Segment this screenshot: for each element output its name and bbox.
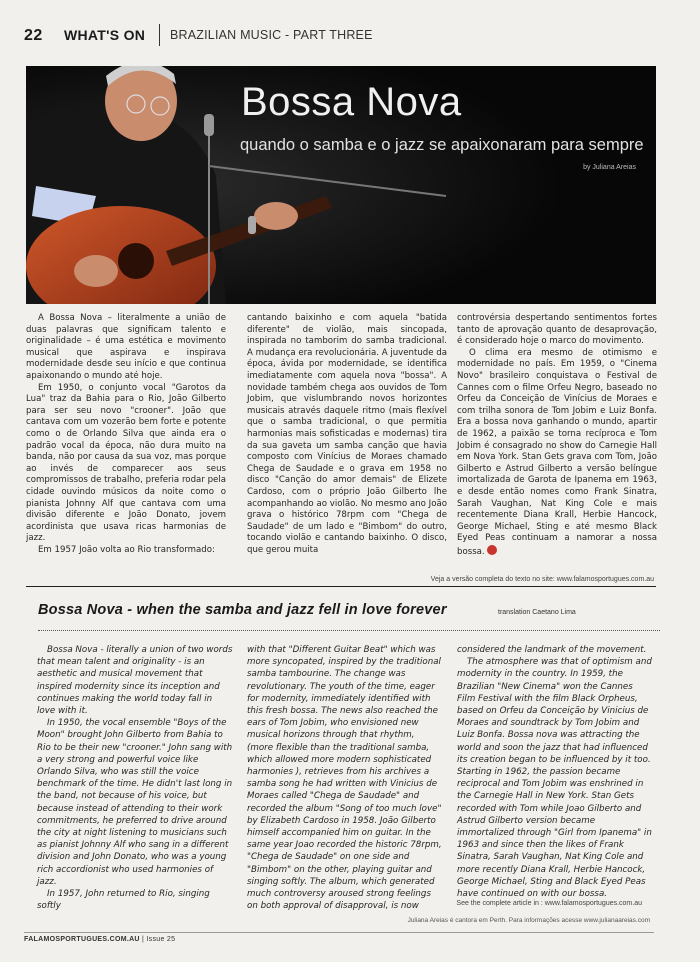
paragraph: Bossa Nova - literally a union of two words that mean talent and originality - is an aesthetic and musical movement that inspired modernity since its inception and continues making the world today fall in love with it. — [37, 645, 233, 717]
hero-banner — [26, 66, 656, 304]
section-divider — [26, 586, 656, 587]
section-title: WHAT'S ON — [64, 27, 146, 43]
subsection-title: BRAZILIAN MUSIC - PART THREE — [170, 28, 373, 42]
paragraph: A Bossa Nova – literalmente a união de duas palavras que significam talento e originalidade – é uma estética e movimento musical que aspirava e inspirava modernidade desde seu início e que continua apaixonando o mundo até hoje. — [26, 313, 226, 381]
footer-rule — [24, 932, 654, 933]
dotted-divider — [38, 630, 660, 631]
pt-web-note: Veja a versão completa do texto no site: www.falamosportugues.com.au — [430, 576, 654, 583]
paragraph: considered the landmark of the movement. — [457, 645, 647, 655]
en-column-3 — [457, 644, 653, 900]
english-heading: Bossa Nova - when the samba and jazz fell in love forever — [38, 602, 447, 618]
page-number: 22 — [24, 27, 43, 44]
en-column-1 — [37, 644, 233, 912]
article-title: Bossa Nova — [241, 80, 462, 124]
pt-column-3 — [457, 313, 657, 558]
paragraph: Em 1950, o conjunto vocal "Garotos da Lua" traz da Bahia para o Rio, João Gilberto para ser seu novo "crooner". João que cantava com um vozerão bem forte e potente como o de Orlando Silva que ainda era o padrão vocal da época, não dura muito na banda, não por causa da sua voz, mas porque ao invés de comparecer aos seus compromissos de trabalho, preferia rodar pela cidade ouvindo músicos da noite como o pianista Johnny Alf que cantava com uma divisão diferente e João Donato, jovem acordinista que usava ricas harmonias de jazz. — [26, 382, 226, 544]
paragraph: In 1957, John returned to Rio, singing softly — [37, 889, 210, 912]
author-bio: Juliana Areias é cantora em Perth. Para informações acesse www.julianaareias.com — [407, 917, 650, 924]
en-column-2 — [247, 644, 443, 912]
paragraph: In 1950, the vocal ensemble "Boys of the Moon" brought John Gilberto from Bahia to Rio to be their new "crooner." John sang with a very strong and powerful voice like Orlando Silva, who was still the voice benchmark of the time. He didn't last long in the band, not because of his voice, but because instead of attending to their work commitments, he preferred to drive around the city at night listening to musicians such as pianist Johnny Alf who sang in a different division and John Donato, who was a young rich accordionist who used harmonies of jazz. — [37, 718, 233, 887]
en-web-note: See the complete article in : www.falamosportugues.com.au — [456, 900, 642, 907]
paragraph: The atmosphere was that of optimism and modernity in the country. In 1959, the Brazilian "New Cinema" won the Cannes Film Festival with the film Black Orpheus, based on Orfeu da Conceição by Vinicius de Moraes and soundtrack by Tom Jobim and Luiz Bonfa. Bossa nova was attracting the world and soon the jazz that had influenced its creation began to be influenced by it too. Starting in 1962, the passion became reciprocal and Tom Jobim was enshrined in the Carnegie Hall in New York. Stan Gets recorded with Tom while Joao Gilberto and Astrud Gilberto version became immortalized through "Girl from Ipanema" in 1963 and since then the likes of Frank Sinatra, Sarah Vaughan, Nat King Cole and more recently Diana Krall, Herbie Hancock, George Michael, Sting and Black Eyed Peas have continued on with our bossa. — [457, 657, 652, 900]
header-divider — [159, 24, 160, 46]
footer-site: FALAMOSPORTUGUES.COM.AU | Issue 25 — [24, 936, 176, 943]
article-subtitle: quando o samba e o jazz se apaixonaram para sempre — [240, 136, 644, 154]
paragraph: with that "Different Guitar Beat" which was more syncopated, inspired by the traditional samba tambourine. The change was revolutionary. The youth of the time, eager for modernity, immediately identified with this fresh bossa. The news also reached the ears of Tom Jobim, who envisioned new musical horizons through that rhythm, (more flexible than the traditional samba, which allowed more modern sophisticated harmonies ), retrieves from his archives a samba song he had written with Vinicius de Moraes called "Chega de Saudade" and recorded the album "Song of too much love" by Elizabeth Cardoso in 1958. João Gilberto himself accompanied him on guitar. In the same year Joao recorded the historic 78rpm, "Chega de Saudade" on one side and "Bimbom" on the other, playing guitar and singing softly. The album, which generated much controversy aroused strong feelings on both approval of disapproval, is now — [247, 645, 442, 912]
byline: by Juliana Areias — [583, 164, 636, 171]
paragraph: cantando baixinho e com aquela "batida diferente" de violão, mais sincopada, inspirada no tamborim do samba tradicional. A mudança era revolucionária. A juventude da época, ávida por modernidade, se identifica imediatamente com aquela nova "bossa". A novidade também chega aos ouvidos de Tom Jobim, que vislumbrando novos horizontes musicais através daquele ritmo (mais flexível que o samba tradicional, o que permitia harmonias mais sofisticadas e modernas) tira da sua gaveta um samba canção que havia composto com Vinícius de Moraes chamado Chega de Saudade e o grava em 1958 no disco "Canção do amor demais" de Elizete Cardoso, com o próprio João Gilberto lhe acompanhando ao violão. No mesmo ano João grava o histórico 78rpm com "Chega de Saudade" de um lado e "Bimbom" do outro, tocando violão e cantando baixinho. O disco, que gerou muita — [247, 313, 447, 555]
paragraph-with-end-mark — [457, 348, 657, 559]
paragraph: controvérsia despertando sentimentos fortes tanto de aprovação quanto de desaprovação, é considerado hoje o marco do movimento. — [457, 313, 657, 347]
issue-number: Issue 25 — [146, 936, 176, 943]
site-name: FALAMOSPORTUGUES.COM.AU — [24, 936, 140, 943]
paragraph: Em 1957 João volta ao Rio transformado: — [38, 544, 215, 555]
paragraph: O clima era mesmo de otimismo e modernidade no país. Em 1959, o "Cinema Novo" brasileiro conquistava o Festival de Cannes com o filme Orfeu Negro, baseado no Orfeu da Conceição de Vinícius de Moraes e com trilha sonora de Tom Jobim e Luiz Bonfa. Era a bossa nova ganhando o mundo, apartir de 1962, a paixão se torna recíproca e Tom Jobim é consagrado no show do Carnegie Hall em Nova York. Stan Gets grava com Tom, João Gilberto e Astrud Gilberto a versão belíngue imortalizada de Garota de Ipanema em 1963, e desde então nomes como Frank Sinatra, Sarah Vaughan, Nat King Cole e mais recentemente Diana Krall, Herbie Hancock, George Michael, Sting e até mesmo Black Eyed Peas continuam a namorar a nossa bossa. — [457, 347, 657, 557]
pt-column-1 — [26, 313, 226, 556]
end-mark-icon — [487, 545, 497, 555]
page-header — [0, 0, 700, 52]
translation-credit: translation Caetano Lima — [498, 609, 576, 616]
pt-column-2 — [247, 313, 447, 556]
